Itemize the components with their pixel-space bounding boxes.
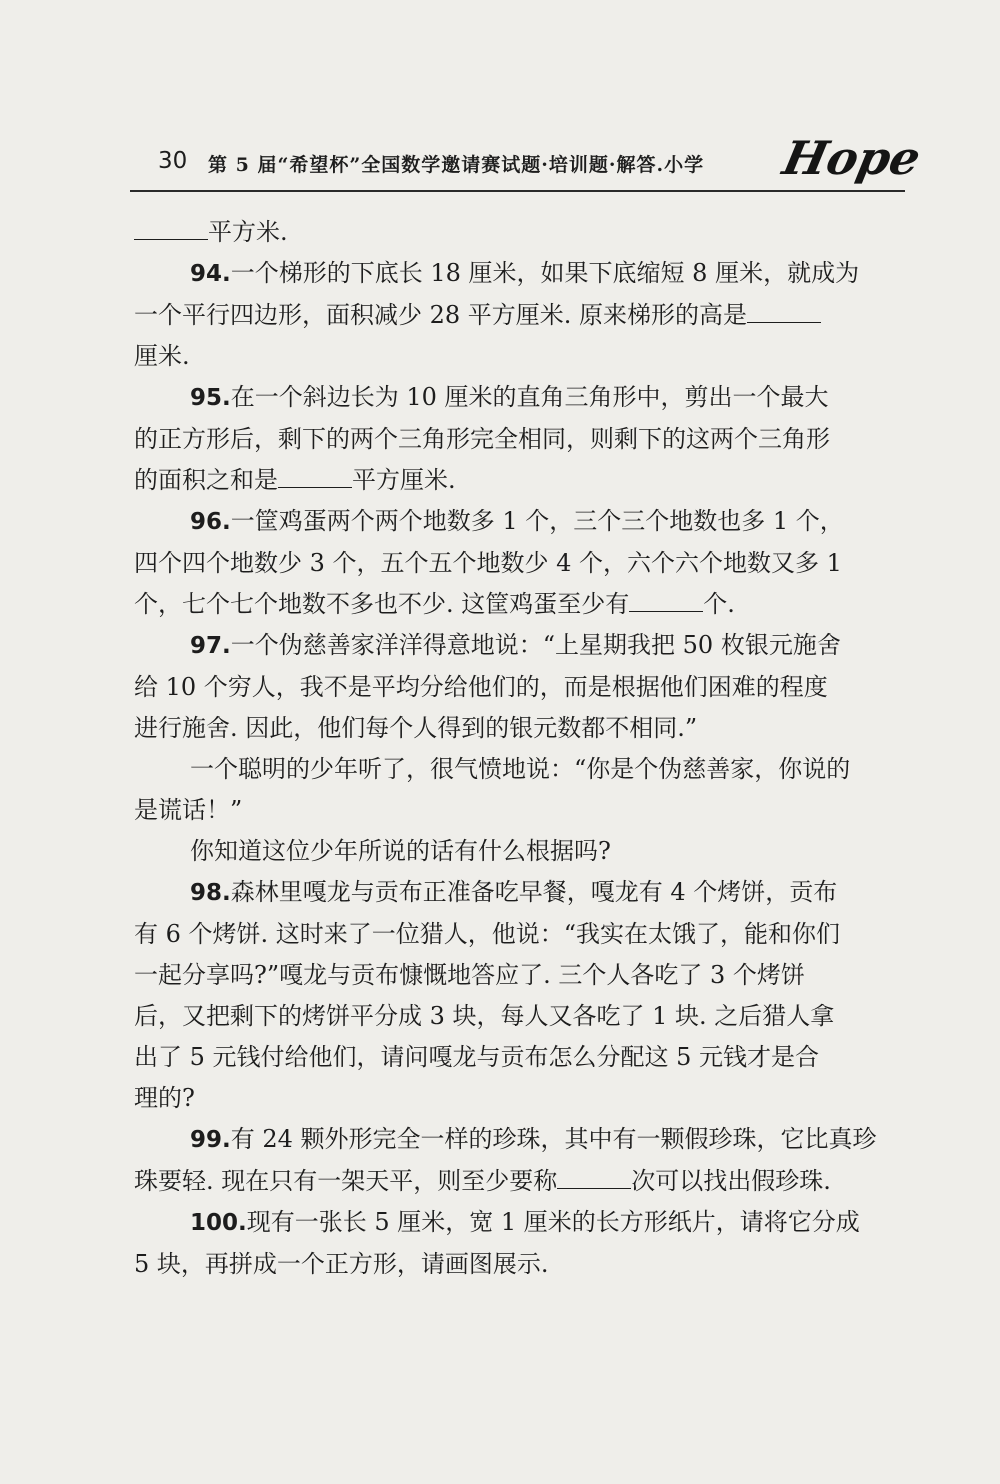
running-title: 第 5 届“希望杯”全国数学邀请赛试题·培训题·解答.小学 — [208, 154, 705, 176]
page-content — [134, 212, 906, 1285]
question-98-line-4: 后，又把剩下的烤饼平分成 3 块，每人又各吃了 1 块. 之后猎人拿 — [134, 1002, 835, 1030]
page-header — [130, 130, 926, 192]
question-100-line-2: 5 块，再拼成一个正方形，请画图展示. — [134, 1250, 549, 1278]
question-96-line-2: 四个四个地数少 3 个，五个五个地数少 4 个，六个六个地数又多 1 — [134, 549, 842, 577]
question-99-number: 99. — [190, 1127, 231, 1153]
question-94-line-3: 厘米. — [134, 342, 190, 370]
question-100-line-1: 100.现有一张长 5 厘米，宽 1 厘米的长方形纸片，请将它分成 — [190, 1208, 860, 1236]
question-97-line-3: 进行施舍. 因此，他们每个人得到的银元数都不相同.” — [134, 714, 698, 742]
question-98-line-3: 一起分享吗?”嘎龙与贡布慷慨地答应了. 三个人各吃了 3 个烤饼 — [134, 961, 805, 989]
question-99-line-1: 99.有 24 颗外形完全一样的珍珠，其中有一颗假珍珠，它比真珍 — [190, 1125, 877, 1153]
question-95-line-1: 95.在一个斜边长为 10 厘米的直角三角形中，剪出一个最大 — [190, 383, 829, 411]
header-rule — [130, 190, 905, 192]
question-94-line-2: 一个平行四边形，面积减少 28 平方厘米. 原来梯形的高是 — [134, 295, 906, 336]
question-95-number: 95. — [190, 385, 231, 411]
question-97-line-6: 你知道这位少年所说的话有什么根据吗? — [190, 837, 611, 865]
question-96-line-1: 96.一筐鸡蛋两个两个地数多 1 个，三个三个地数也多 1 个， — [190, 507, 844, 535]
question-96-line-3: 个，七个七个地数不多也不少. 这筐鸡蛋至少有 个. — [134, 584, 906, 625]
question-96-number: 96. — [190, 509, 231, 535]
question-98-number: 98. — [190, 880, 231, 906]
question-97-line-1: 97.一个伪慈善家洋洋得意地说：“上星期我把 50 枚银元施舍 — [190, 631, 841, 659]
hope-logo-text: Hope — [778, 130, 926, 185]
answer-blank — [557, 1162, 631, 1189]
question-98-line-5: 出了 5 元钱付给他们，请问嘎龙与贡布怎么分配这 5 元钱才是合 — [134, 1043, 820, 1071]
answer-blank — [134, 213, 208, 240]
question-97-number: 97. — [190, 633, 231, 659]
question-94-number: 94. — [190, 261, 231, 287]
question-94-line-1: 94.一个梯形的下底长 18 厘米，如果下底缩短 8 厘米，就成为 — [190, 259, 860, 287]
answer-blank — [747, 296, 821, 323]
answer-blank — [278, 461, 352, 488]
question-95-line-3: 的面积之和是 平方厘米. — [134, 460, 906, 501]
question-99-line-2: 珠要轻. 现在只有一架天平，则至少要称 次可以找出假珍珠. — [134, 1161, 906, 1202]
question-98-line-1: 98.森林里嘎龙与贡布正准备吃早餐，嘎龙有 4 个烤饼，贡布 — [190, 878, 838, 906]
question-97-line-4: 一个聪明的少年听了，很气愤地说：“你是个伪慈善家，你说的 — [190, 755, 851, 783]
question-98-line-6: 理的? — [134, 1084, 195, 1112]
question-97-line-5: 是谎话！” — [134, 796, 243, 824]
continued-line: 平方米. — [134, 212, 906, 253]
question-95-line-2: 的正方形后，剩下的两个三角形完全相同，则剩下的这两个三角形 — [134, 425, 830, 453]
question-97-line-2: 给 10 个穷人，我不是平均分给他们的，而是根据他们困难的程度 — [134, 673, 828, 701]
hope-logo — [778, 130, 926, 186]
page-number: 30 — [158, 148, 188, 174]
question-100-number: 100. — [190, 1210, 247, 1236]
question-98-line-2: 有 6 个烤饼. 这时来了一位猎人，他说：“我实在太饿了，能和你们 — [134, 920, 841, 948]
answer-blank — [629, 585, 703, 612]
